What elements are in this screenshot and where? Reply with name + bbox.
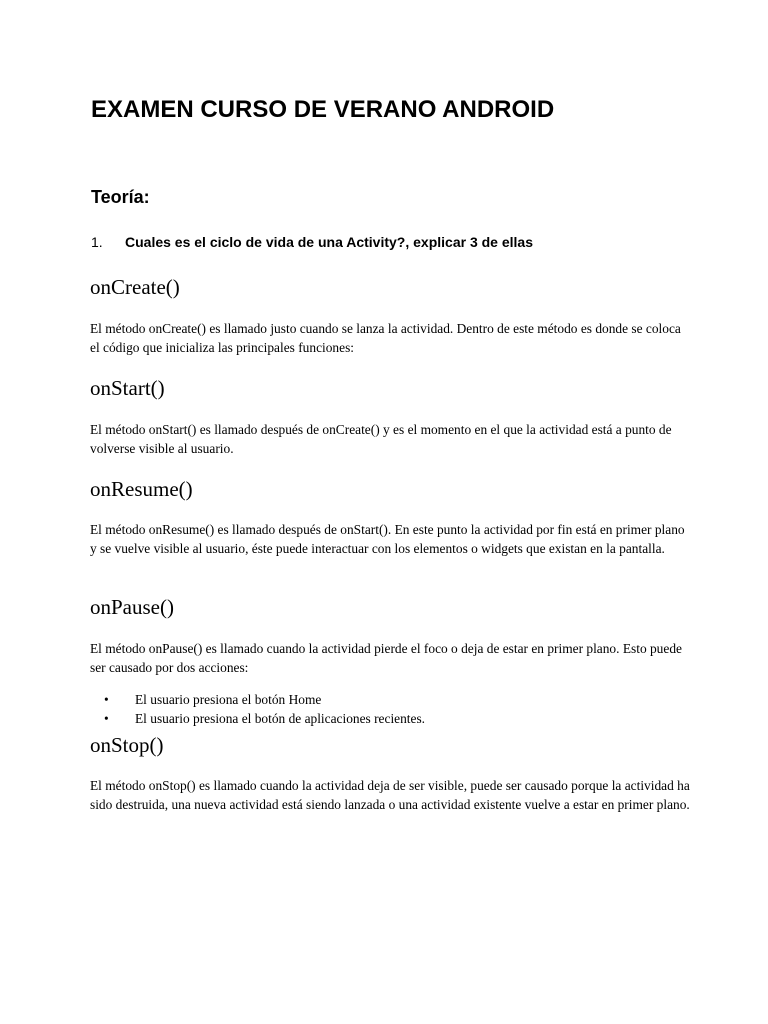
method-heading-onstart: onStart() bbox=[90, 376, 165, 400]
method-description-onstart: El método onStart() es llamado después de onCreate() y es el momento en el que la actividad está a punto de volverse visible al usuario. bbox=[90, 422, 672, 456]
document-title: EXAMEN CURSO DE VERANO ANDROID bbox=[91, 96, 555, 123]
method-heading-onstop: onStop() bbox=[90, 733, 164, 757]
list-item bbox=[90, 691, 425, 710]
question-number: 1. bbox=[91, 234, 103, 250]
section-heading-theory: Teoría: bbox=[91, 187, 150, 207]
question-text: Cuales es el ciclo de vida de una Activity?, explicar 3 de ellas bbox=[125, 234, 533, 250]
onpause-actions-list bbox=[90, 691, 425, 728]
list-item-text: El usuario presiona el botón Home bbox=[135, 692, 322, 707]
method-description-onstop: El método onStop() es llamado cuando la actividad deja de ser visible, puede ser causado porque la actividad ha sido destruida, una nueva actividad está siendo lanzada o una actividad existente vuelve a estar en primer plano. bbox=[90, 778, 690, 812]
method-description-onpause: El método onPause() es llamado cuando la actividad pierde el foco o deja de estar en primer plano. Esto puede ser causado por dos acciones: bbox=[90, 641, 682, 675]
list-item-text: El usuario presiona el botón de aplicaciones recientes. bbox=[135, 710, 426, 726]
list-item bbox=[90, 710, 425, 729]
method-heading-oncreate: onCreate() bbox=[90, 275, 180, 299]
method-description-oncreate: El método onCreate() es llamado justo cuando se lanza la actividad. Dentro de este método es donde se coloca el código que inicializa las principales funciones: bbox=[90, 321, 681, 355]
method-description-onresume: El método onResume() es llamado después de onStart(). En este punto la actividad por fin está en primer plano y se vuelve visible al usuario, éste puede interactuar con los elementos o widgets que existan en la pantalla. bbox=[90, 522, 685, 556]
method-heading-onresume: onResume() bbox=[90, 477, 193, 501]
question-1 bbox=[91, 232, 533, 252]
bullet-icon: • bbox=[104, 692, 109, 707]
method-heading-onpause: onPause() bbox=[90, 595, 174, 619]
bullet-icon: • bbox=[104, 710, 109, 726]
